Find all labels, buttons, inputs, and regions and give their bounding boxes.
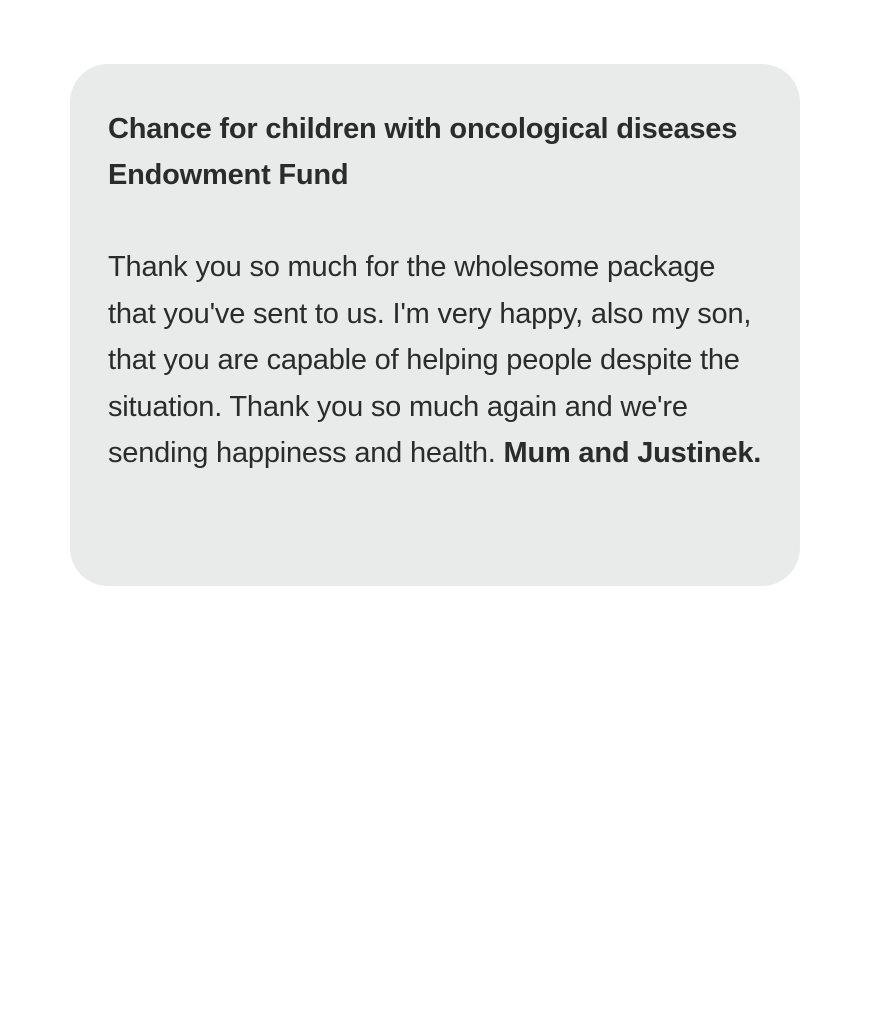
testimonial-message	[108, 244, 770, 477]
signature: Mum and Justinek.	[503, 437, 762, 469]
fund-title: Chance for children with oncological diseases Endowment Fund	[108, 113, 738, 191]
message-text: Thank you so much for the wholesome package that you've sent to us. I'm very happy, also my son, that you are capable of helping people despite the situation. Thank you so much again and we're sending happiness and health.	[108, 251, 752, 469]
testimonial-card	[70, 64, 800, 586]
